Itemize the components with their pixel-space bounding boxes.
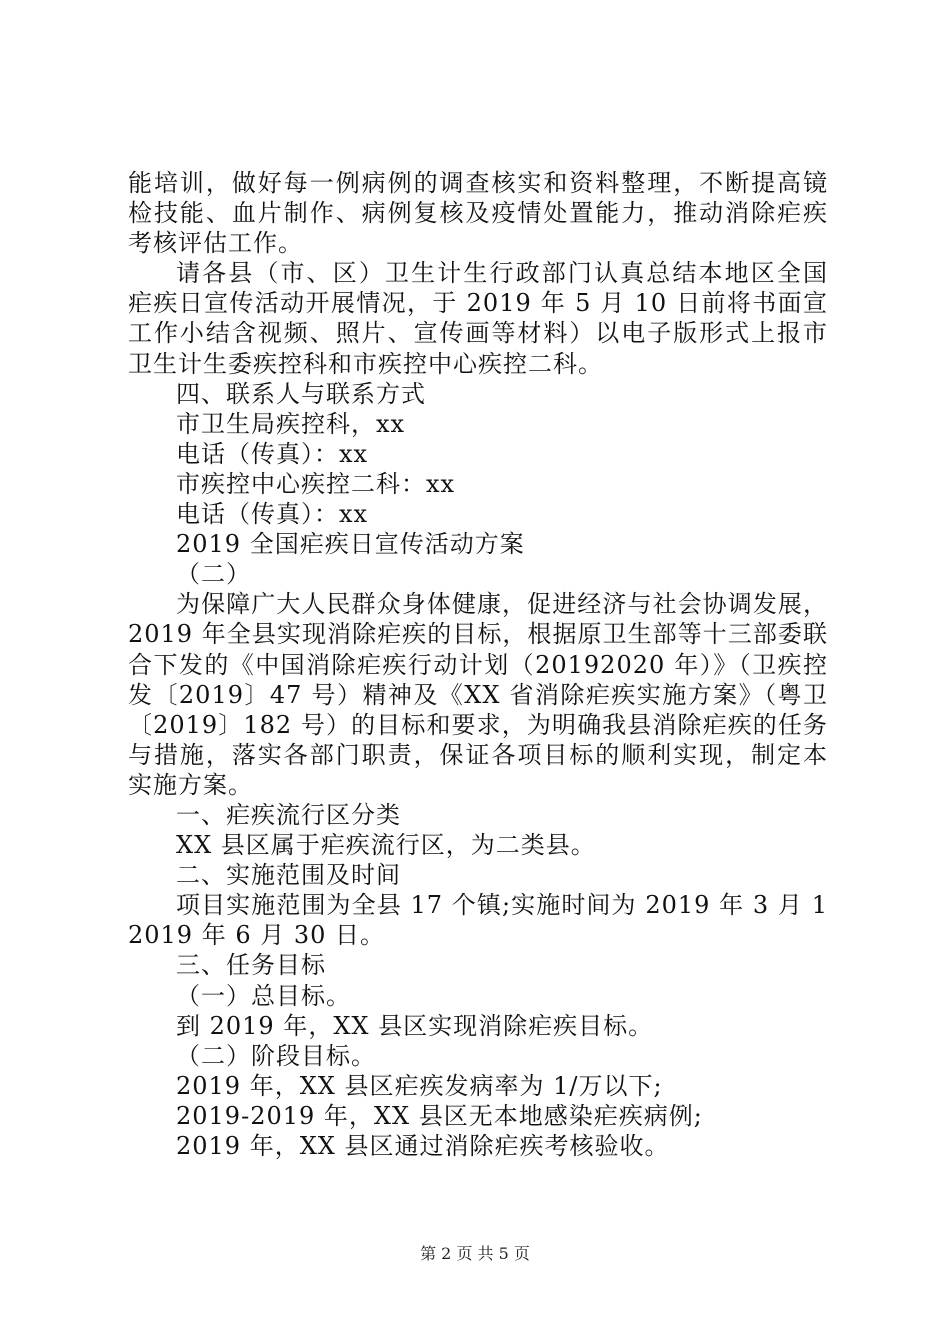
page-number: 第 2 页 共 5 页 [420,1244,530,1263]
text-line: 请各县（市、区）卫生计生行政部门认真总结本地区全国 [176,259,828,288]
document-body [128,168,828,1161]
text-line: 一、疟疾流行区分类 [176,800,401,829]
text-line: 检技能、血片制作、病例复核及疫情处置能力，推动消除疟疾 [128,199,828,228]
text-line: 工作小结含视频、照片、宣传画等材料）以电子版形式上报市 [128,319,828,348]
text-line: 2019 全国疟疾日宣传活动方案 [176,530,525,559]
text-line: 三、任务目标 [176,951,326,980]
text-line: 〔2019〕182 号）的目标和要求，为明确我县消除疟疾的任务 [128,710,828,739]
text-line: 电话（传真）：xx [176,500,369,529]
text-line: 为保障广大人民群众身体健康，促进经济与社会协调发展， [176,590,828,619]
text-line: 与措施，落实各部门职责，保证各项目标的顺利实现，制定本 [128,740,828,769]
text-line: 2019 年，XX 县区疟疾发病率为 1/万以下; [176,1071,663,1100]
text-line: 卫生计生委疾控科和市疾控中心疾控二科。 [128,349,603,378]
text-line: 市疾控中心疾控二科：xx [176,469,456,498]
text-line: 市卫生局疾控科，xx [176,409,406,438]
text-line: 二、实施范围及时间 [176,861,401,890]
text-line: 2019 年全县实现消除疟疾的目标，根据原卫生部等十三部委联 [128,620,828,649]
text-line: （一）总目标。 [176,981,351,1010]
text-line: （二） [176,560,251,589]
text-line: 项目实施范围为全县 17 个镇;实施时间为 2019 年 3 月 1 [176,891,828,920]
text-line: 四、联系人与联系方式 [176,379,426,408]
text-line: 疟疾日宣传活动开展情况，于 2019 年 5 月 10 日前将书面宣 [128,289,828,318]
text-line: 2019-2019 年，XX 县区无本地感染疟疾病例; [176,1101,703,1130]
text-line: 能培训，做好每一例病例的调查核实和资料整理，不断提高镜 [128,169,828,197]
text-line: 合下发的《中国消除疟疾行动计划（20192020 年）》（卫疾控 [128,650,828,679]
page-footer [0,1244,950,1264]
text-line: 2019 年 6 月 30 日。 [128,921,386,950]
text-line: XX 县区属于疟疾流行区，为二类县。 [176,831,596,860]
text-line: 2019 年，XX 县区通过消除疟疾考核验收。 [176,1132,670,1160]
text-line: 发〔2019〕47 号）精神及《XX 省消除疟疾实施方案》（粤卫 [128,680,828,709]
text-line: （二）阶段目标。 [176,1041,376,1070]
text-line: 电话（传真）：xx [176,439,369,468]
text-line: 考核评估工作。 [128,229,303,258]
text-line: 到 2019 年，XX 县区实现消除疟疾目标。 [176,1011,654,1040]
text-line: 实施方案。 [128,770,253,799]
